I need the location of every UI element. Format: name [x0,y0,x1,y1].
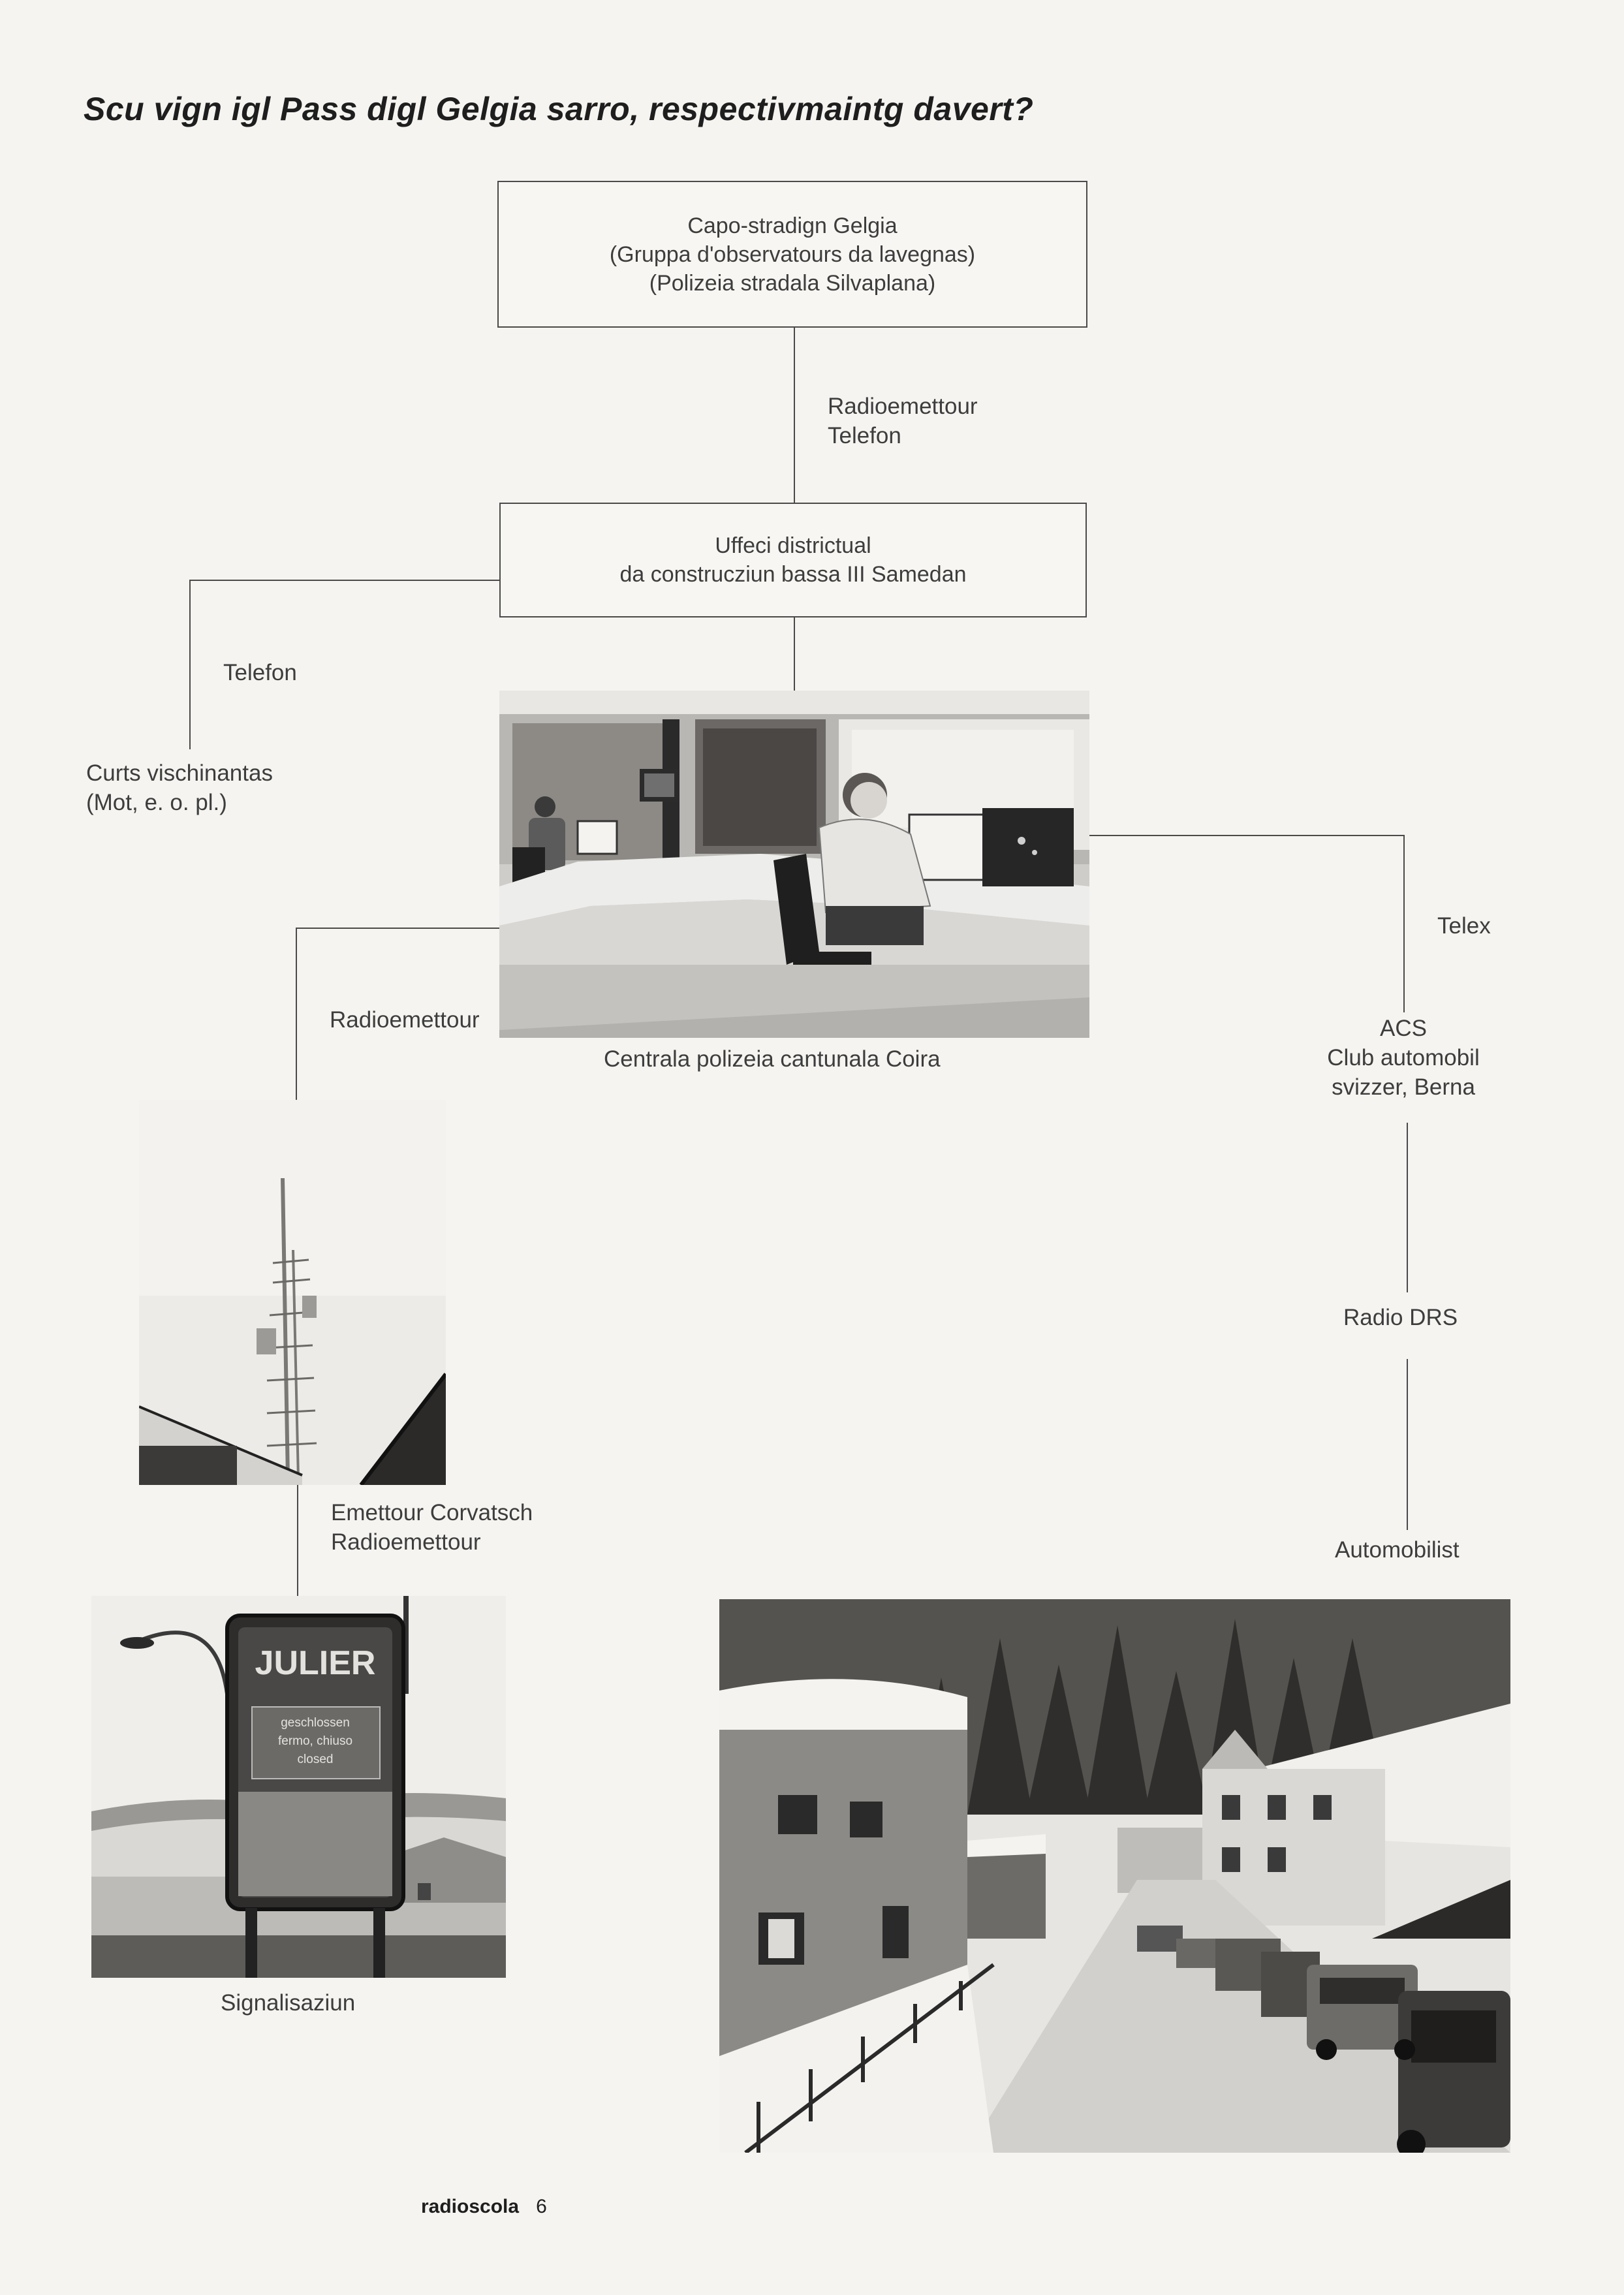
photo-centrala-polizeia [499,691,1089,1038]
sign-line-3: closed [297,1753,334,1766]
connector-acs-radio [1407,1123,1408,1292]
connector-centrala-left [296,928,499,929]
page-footer [421,2196,547,2218]
label-acs-line-3: svizzer, Berna [1332,1074,1475,1100]
connector-uffeci-centrala [794,617,795,691]
label-acs-line-1: ACS [1380,1016,1427,1041]
caption-centrala: Centrala polizeia cantunala Coira [604,1046,941,1072]
connector-centrala-right [1089,835,1403,836]
connector-uffeci-left [189,580,499,581]
label-radio-telefon [828,392,978,450]
label-emettour-corvatsch [331,1498,533,1557]
connector-telex-down [1403,835,1405,1012]
label-telefon: Telefon [223,660,297,685]
connector-antenna-sign [297,1485,298,1596]
label-emettour-line-1: Emettour Corvatsch [331,1500,533,1525]
label-acs-line-2: Club automobil [1327,1045,1480,1070]
label-radio-telefon-line-1: Radioemettour [828,394,978,419]
connector-capo-uffeci [794,328,795,503]
label-curts-line-2: (Mot, e. o. pl.) [86,790,227,815]
label-radio-drs: Radio DRS [1343,1305,1458,1330]
sign-line-1: geschlossen [281,1716,350,1730]
label-radioemettour: Radioemettour [330,1007,480,1033]
sign-line-2: fermo, chiuso [277,1734,353,1748]
box-capo-stradign [497,181,1087,328]
photo-signalisaziun [91,1596,506,1978]
label-radio-telefon-line-2: Telefon [828,423,901,448]
page-number: 6 [536,2196,547,2217]
photo-emettour-corvatsch [139,1100,446,1485]
label-acs [1299,1014,1508,1102]
photo-snowy-village [719,1599,1510,2153]
box-uffeci-line-1: Uffeci districtual [715,533,871,558]
connector-telefon-down [189,580,191,749]
label-curts-vischinantas [86,758,273,817]
box-capo-line-3: (Polizeia stradala Silvaplana) [649,270,936,296]
sign-julier-text: JULIER [255,1644,376,1682]
footer-brand: radioscola [421,2196,520,2217]
box-uffeci-line-2: da construcziun bassa III Samedan [619,562,967,587]
label-automobilist: Automobilist [1335,1537,1460,1563]
caption-signalisaziun: Signalisaziun [221,1990,356,2016]
label-curts-line-1: Curts vischinantas [86,760,273,786]
connector-radio-antenna [296,928,297,1100]
connector-radio-automobilist [1407,1359,1408,1530]
box-capo-line-2: (Gruppa d'observatours da lavegnas) [609,242,976,267]
label-emettour-line-2: Radioemettour [331,1529,481,1555]
box-capo-line-1: Capo-stradign Gelgia [687,213,898,238]
box-uffeci-districtual [499,503,1087,617]
page-title: Scu vign igl Pass digl Gelgia sarro, respectivmaintg davert? [84,91,1034,127]
label-telex: Telex [1437,913,1491,939]
